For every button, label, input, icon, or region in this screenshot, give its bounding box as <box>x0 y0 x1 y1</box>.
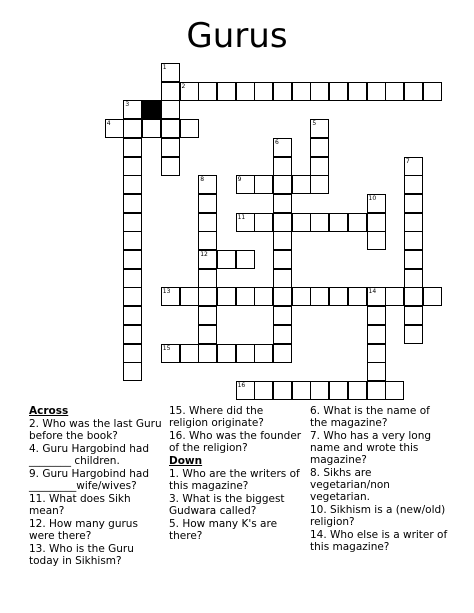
clue-across-16: 16. Who was the founder of the religion? <box>169 430 302 454</box>
crossword-cell[interactable] <box>367 213 386 232</box>
crossword-cell[interactable] <box>236 213 255 232</box>
puzzle-title: Gurus <box>186 16 288 56</box>
crossword-cell[interactable] <box>198 269 217 288</box>
crossword-cell[interactable] <box>367 82 386 101</box>
crossword-cell[interactable] <box>236 175 255 194</box>
clue-number: 14 <box>368 288 377 296</box>
crossword-cell[interactable] <box>254 287 273 306</box>
crossword-cell[interactable] <box>123 100 142 119</box>
crossword-cell[interactable] <box>329 287 348 306</box>
crossword-black-cell <box>142 100 161 119</box>
crossword-cell[interactable] <box>123 194 142 213</box>
clue-down-14: 14. Who else is a writer of this magazine? <box>310 529 448 553</box>
crossword-cell[interactable] <box>404 175 423 194</box>
crossword-cell[interactable] <box>236 287 255 306</box>
clue-column-2 <box>169 405 304 543</box>
down-heading: Down <box>169 455 203 467</box>
clue-number: 11 <box>237 213 246 221</box>
crossword-cell[interactable] <box>180 82 199 101</box>
crossword-cell[interactable] <box>236 381 255 400</box>
crossword-cell[interactable] <box>198 231 217 250</box>
crossword-cell[interactable] <box>404 325 423 344</box>
crossword-cell[interactable] <box>367 194 386 213</box>
crossword-cell[interactable] <box>329 82 348 101</box>
crossword-cell[interactable] <box>273 344 292 363</box>
crossword-cell[interactable] <box>423 82 442 101</box>
crossword-cell[interactable] <box>273 231 292 250</box>
crossword-cell[interactable] <box>385 287 404 306</box>
crossword-cell[interactable] <box>367 362 386 381</box>
crossword-cell[interactable] <box>348 82 367 101</box>
crossword-cell[interactable] <box>161 287 180 306</box>
crossword-cell[interactable] <box>254 213 273 232</box>
crossword-cell[interactable] <box>367 344 386 363</box>
crossword-cell[interactable] <box>180 344 199 363</box>
clue-number: 1 <box>162 64 167 71</box>
clue-down-1: 1. Who are the writers of this magazine? <box>169 468 300 492</box>
clue-down-3: 3. What is the biggest Gudwara called? <box>169 493 285 517</box>
crossword-cell[interactable] <box>123 231 142 250</box>
crossword-cell[interactable] <box>123 250 142 269</box>
crossword-cell[interactable] <box>198 287 217 306</box>
crossword-cell[interactable] <box>198 213 217 232</box>
clue-across-2: 2. Who was the last Guru before the book? <box>29 418 162 442</box>
crossword-cell[interactable] <box>198 325 217 344</box>
clue-down-8: 8. Sikhs are vegetarian/non vegetarian. <box>310 467 390 503</box>
crossword-cell[interactable] <box>273 82 292 101</box>
crossword-cell[interactable] <box>105 119 124 138</box>
crossword-cell[interactable] <box>404 157 423 176</box>
crossword-cell[interactable] <box>198 175 217 194</box>
crossword-cell[interactable] <box>310 82 329 101</box>
crossword-cell[interactable] <box>273 157 292 176</box>
crossword-cell[interactable] <box>254 381 273 400</box>
crossword-cell[interactable] <box>273 175 292 194</box>
crossword-cell[interactable] <box>254 175 273 194</box>
clue-across-9: 9. Guru Hargobind had _________wife/wives? <box>29 468 150 492</box>
clue-number: 8 <box>200 176 205 184</box>
crossword-cell[interactable] <box>123 306 142 325</box>
clue-across-15: 15. Where did the religion originate? <box>169 405 264 429</box>
crossword-cell[interactable] <box>123 157 142 176</box>
crossword-cell[interactable] <box>180 119 199 138</box>
crossword-cell[interactable] <box>273 194 292 213</box>
crossword-cell[interactable] <box>161 63 180 82</box>
crossword-cell[interactable] <box>404 269 423 288</box>
crossword-cell[interactable] <box>123 325 142 344</box>
clue-column-1 <box>29 405 164 568</box>
crossword-cell[interactable] <box>385 381 404 400</box>
crossword-cell[interactable] <box>123 362 142 381</box>
crossword-cell[interactable] <box>348 381 367 400</box>
crossword-cell[interactable] <box>310 138 329 157</box>
crossword-cell[interactable] <box>161 82 180 101</box>
crossword-cell[interactable] <box>367 381 386 400</box>
crossword-cell[interactable] <box>348 287 367 306</box>
crossword-cell[interactable] <box>198 344 217 363</box>
clue-number: 5 <box>312 120 317 128</box>
crossword-cell[interactable] <box>123 175 142 194</box>
clue-across-12: 12. How many gurus were there? <box>29 518 138 542</box>
crossword-cell[interactable] <box>273 287 292 306</box>
clue-number: 13 <box>162 288 171 296</box>
crossword-cell[interactable] <box>404 194 423 213</box>
crossword-cell[interactable] <box>254 82 273 101</box>
crossword-cell[interactable] <box>180 287 199 306</box>
crossword-cell[interactable] <box>292 381 311 400</box>
crossword-cell[interactable] <box>198 250 217 269</box>
crossword-cell[interactable] <box>123 138 142 157</box>
clue-number: 2 <box>181 82 186 90</box>
crossword-cell[interactable] <box>236 344 255 363</box>
crossword-cell[interactable] <box>161 157 180 176</box>
crossword-cell[interactable] <box>273 381 292 400</box>
crossword-cell[interactable] <box>217 344 236 363</box>
crossword-cell[interactable] <box>404 287 423 306</box>
crossword-cell[interactable] <box>385 82 404 101</box>
crossword-cell[interactable] <box>123 269 142 288</box>
crossword-cell[interactable] <box>273 325 292 344</box>
crossword-cell[interactable] <box>198 306 217 325</box>
crossword-cell[interactable] <box>292 175 311 194</box>
crossword-cell[interactable] <box>236 82 255 101</box>
crossword-cell[interactable] <box>161 138 180 157</box>
crossword-cell[interactable] <box>198 194 217 213</box>
crossword-cell[interactable] <box>217 82 236 101</box>
clue-number: 15 <box>162 344 171 352</box>
crossword-cell[interactable] <box>292 82 311 101</box>
crossword-cell[interactable] <box>123 287 142 306</box>
clue-across-4: 4. Guru Hargobind had ________ children. <box>29 443 150 467</box>
crossword-cell[interactable] <box>236 250 255 269</box>
clue-number: 6 <box>275 138 279 146</box>
crossword-cell[interactable] <box>367 231 386 250</box>
clue-number: 16 <box>237 381 246 389</box>
crossword-cell[interactable] <box>329 381 348 400</box>
crossword-cell[interactable] <box>310 381 329 400</box>
crossword-cell[interactable] <box>292 213 311 232</box>
crossword-cell[interactable] <box>142 119 161 138</box>
crossword-cell[interactable] <box>404 306 423 325</box>
clue-number: 3 <box>125 101 130 109</box>
crossword-cell[interactable] <box>310 213 329 232</box>
crossword-cell[interactable] <box>123 213 142 232</box>
crossword-cell[interactable] <box>217 287 236 306</box>
clue-number: 7 <box>405 157 410 165</box>
crossword-cell[interactable] <box>161 119 180 138</box>
crossword-cell[interactable] <box>310 157 329 176</box>
clue-number: 12 <box>200 251 208 258</box>
crossword-cell[interactable] <box>423 287 442 306</box>
clue-down-10: 10. Sikhism is a (new/old) religion? <box>310 504 446 528</box>
clue-number: 9 <box>237 176 242 184</box>
crossword-cell[interactable] <box>404 231 423 250</box>
crossword-cell[interactable] <box>217 250 236 269</box>
crossword-cell[interactable] <box>367 325 386 344</box>
crossword-cell[interactable] <box>161 344 180 363</box>
crossword-cell[interactable] <box>273 250 292 269</box>
crossword-cell[interactable] <box>404 213 423 232</box>
crossword-cell[interactable] <box>310 287 329 306</box>
crossword-cell[interactable] <box>273 269 292 288</box>
crossword-cell[interactable] <box>329 213 348 232</box>
crossword-cell[interactable] <box>123 344 142 363</box>
crossword-cell[interactable] <box>292 287 311 306</box>
clue-column-3 <box>310 405 450 554</box>
clue-down-5: 5. How many K's are there? <box>169 518 278 542</box>
clue-across-13: 13. Who is the Guru today in Sikhism? <box>29 543 134 567</box>
clue-number: 10 <box>368 194 377 202</box>
crossword-cell[interactable] <box>161 100 180 119</box>
crossword-cell[interactable] <box>367 287 386 306</box>
crossword-cell[interactable] <box>367 306 386 325</box>
crossword-cell[interactable] <box>348 213 367 232</box>
crossword-cell[interactable] <box>404 250 423 269</box>
across-heading: Across <box>29 405 69 417</box>
crossword-cell[interactable] <box>404 82 423 101</box>
clue-down-7: 7. Who has a very long name and wrote this magazine? <box>310 430 432 466</box>
clue-across-11: 11. What does Sikh mean? <box>29 493 131 517</box>
crossword-cell[interactable] <box>254 344 273 363</box>
crossword-cell[interactable] <box>123 119 142 138</box>
crossword-cell[interactable] <box>273 306 292 325</box>
crossword-cell[interactable] <box>273 138 292 157</box>
crossword-cell[interactable] <box>273 213 292 232</box>
clue-down-6: 6. What is the name of the magazine? <box>310 405 430 429</box>
crossword-cell[interactable] <box>198 82 217 101</box>
crossword-cell[interactable] <box>310 119 329 138</box>
crossword-cell[interactable] <box>310 175 329 194</box>
clue-number: 4 <box>106 120 111 128</box>
